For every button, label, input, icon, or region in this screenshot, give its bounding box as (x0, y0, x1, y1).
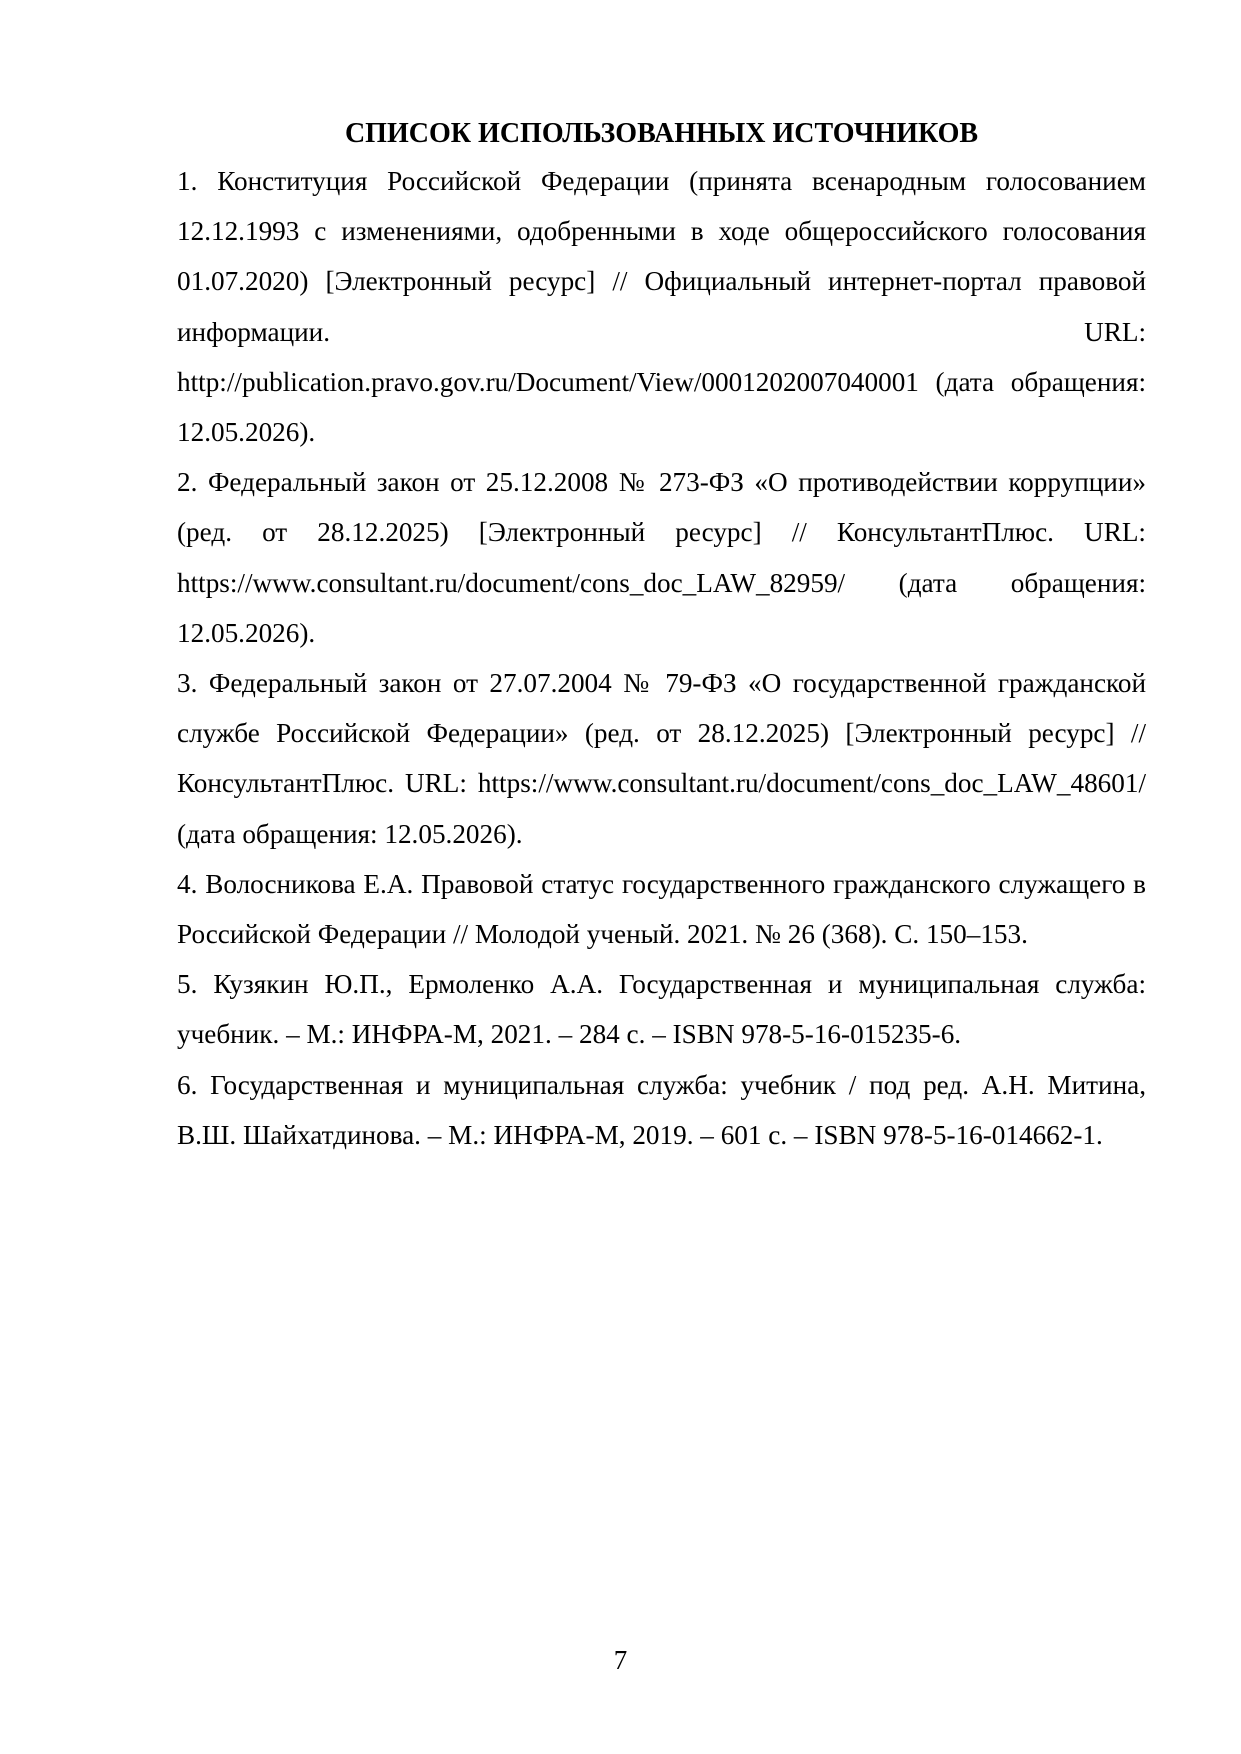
page-title: СПИСОК ИСПОЛЬЗОВАННЫХ ИСТОЧНИКОВ (344, 118, 979, 149)
reference-item-4: 4. Волосникова Е.А. Правовой статус государственного гражданского служащего в Российской Федерации // Молодой ученый. 2021. № 26 (368). С. 150–153. (177, 868, 1146, 950)
reference-item-3: 3. Федеральный закон от 27.07.2004 № 79-ФЗ «О государственной гражданской службе Российской Федерации» (ред. от 28.12.2025) [Электронный ресурс] // КонсультантПлюс. URL: https://www.consultant.ru/document/cons_doc_LAW_48601/ (дата обращения: 12.05.2026). (177, 668, 1146, 849)
reference-item-1: 1. Конституция Российской Федерации (принята всенародным голосованием 12.12.1993 с изменениями, одобренными в ходе общероссийского голосования 01.07.2020) [Электронный ресурс] // Официальный интернет-портал правовой информации. URL: http://publication.pravo.gov.ru/Document/View/0001202007040001 (дата обращения: 12.05.2026). (177, 166, 1146, 448)
reference-list (177, 156, 1146, 1160)
page-number: 7 (613, 1645, 628, 1675)
reference-item-6: 6. Государственная и муниципальная служба: учебник / под ред. А.Н. Митина, В.Ш. Шайхатдинова. – М.: ИНФРА-М, 2019. – 601 с. – ISBN 978-5-16-014662-1. (177, 1069, 1146, 1150)
reference-item-5: 5. Кузякин Ю.П., Ермоленко А.А. Государственная и муниципальная служба: учебник. – М.: ИНФРА-М, 2021. – 284 с. – ISBN 978-5-16-015235-6. (177, 969, 1146, 1050)
page-content (177, 114, 1146, 1160)
reference-item-2: 2. Федеральный закон от 25.12.2008 № 273-ФЗ «О противодействии коррупции» (ред. от 28.12.2025) [Электронный ресурс] // КонсультантПлюс. URL: https://www.consultant.ru/document/cons_doc_LAW_82959/ (дата обращения: 12.05.2026). (177, 467, 1146, 648)
